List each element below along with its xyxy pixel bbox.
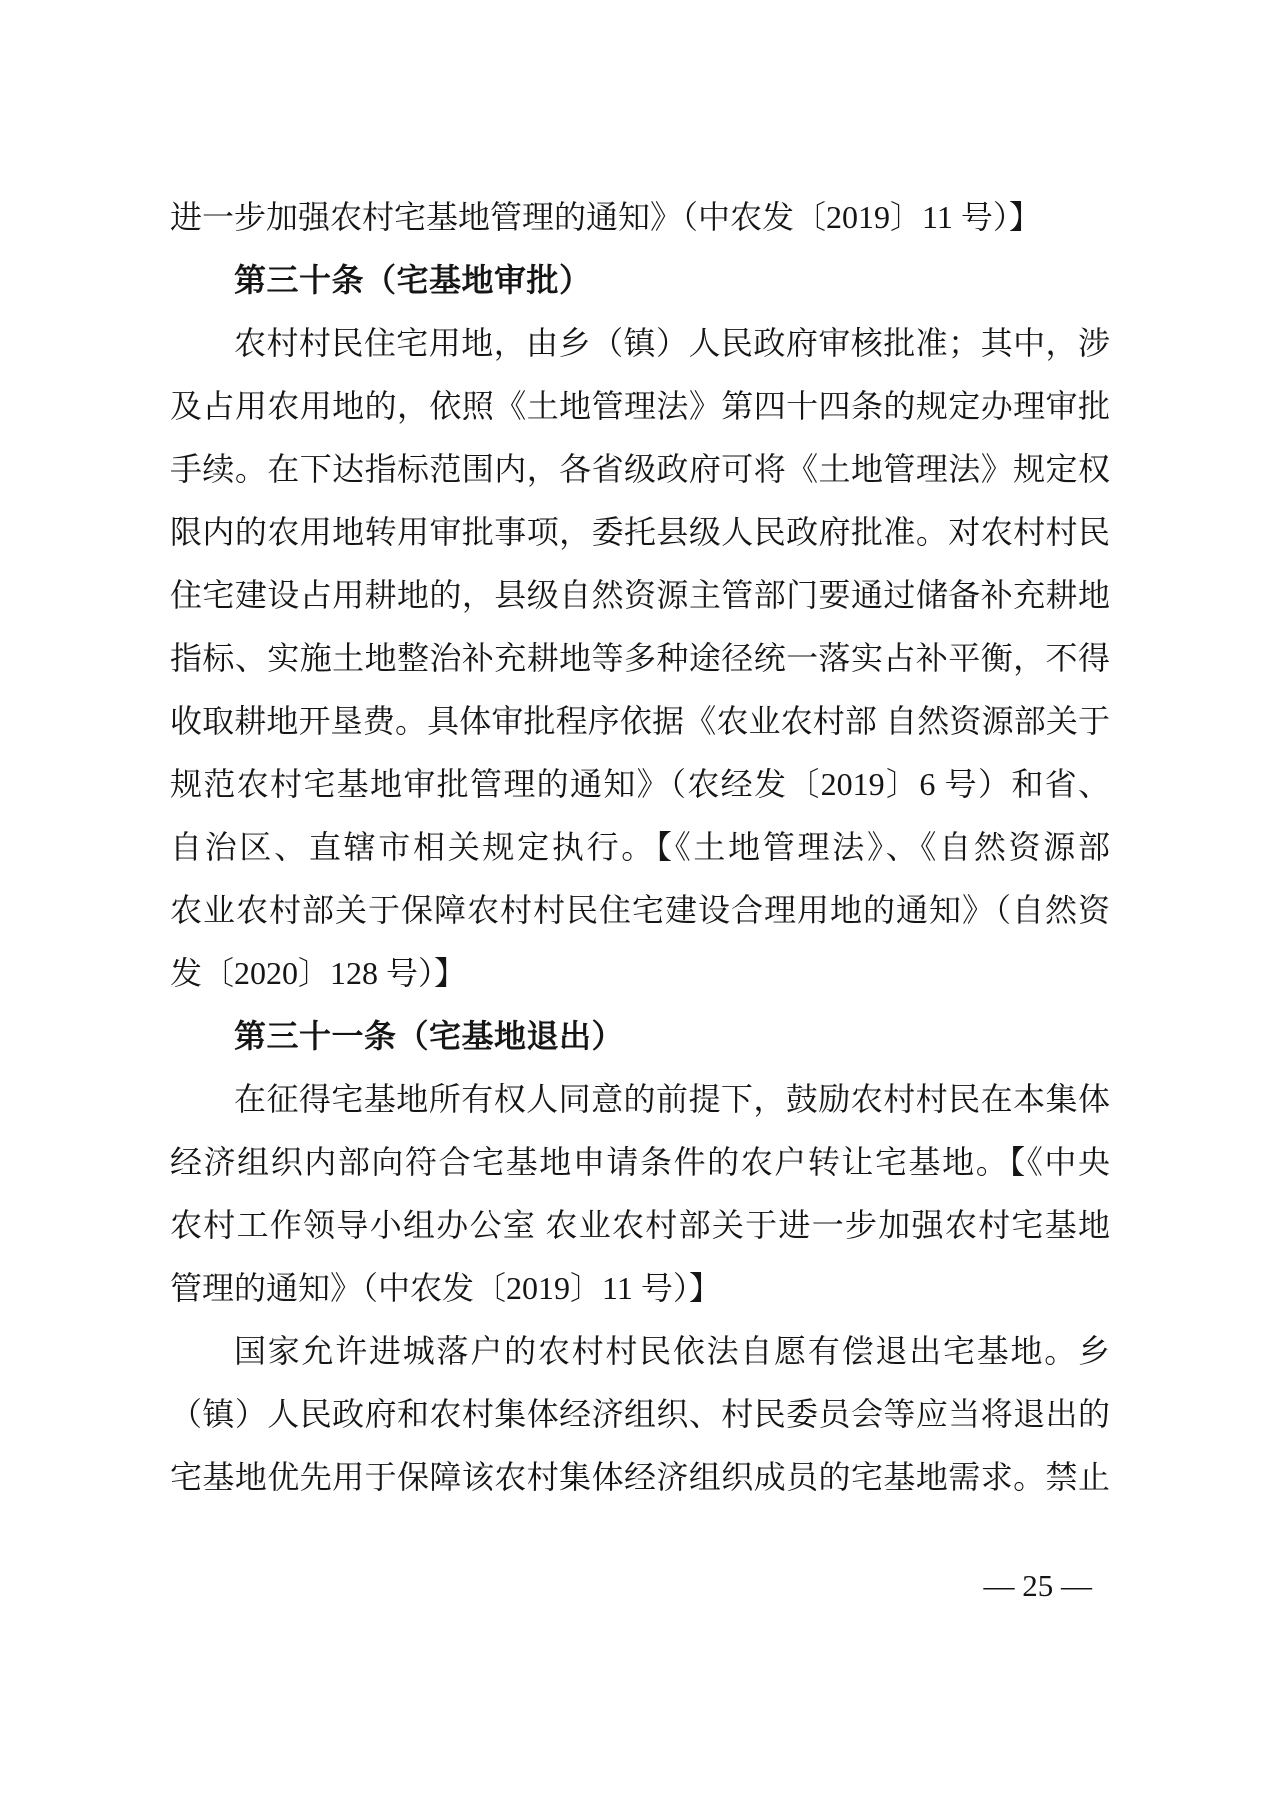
text-line: 在征得宅基地所有权人同意的前提下，鼓励农村村民在本集体 (234, 1081, 1110, 1117)
text-line: 农业农村部关于保障农村村民住宅建设合理用地的通知》（自然资 (170, 892, 1110, 928)
text-line: 农村村民住宅用地，由乡（镇）人民政府审核批准；其中，涉 (234, 325, 1110, 361)
text-line: 管理的通知》（中农发〔2019〕11 号）】 (170, 1270, 721, 1306)
text-line: 收取耕地开垦费。具体审批程序依据《农业农村部 自然资源部关于 (170, 703, 1110, 739)
text-line: 发〔2020〕128 号）】 (170, 955, 467, 991)
text-line: 进一步加强农村宅基地管理的通知》（中农发〔2019〕11 号）】 (170, 199, 1041, 235)
text-line: 国家允许进城落户的农村村民依法自愿有偿退出宅基地。乡 (234, 1333, 1110, 1369)
page-number: — 25 — (983, 1568, 1092, 1603)
text-line: 指标、实施土地整治补充耕地等多种途径统一落实占补平衡，不得 (170, 640, 1110, 676)
text-line: 自治区、直辖市相关规定执行。【《土地管理法》、《自然资源部 (170, 829, 1110, 865)
text-line: 宅基地优先用于保障该农村集体经济组织成员的宅基地需求。禁止 (170, 1459, 1110, 1495)
text-line: 手续。在下达指标范围内，各省级政府可将《土地管理法》规定权 (170, 451, 1110, 487)
text-line: 住宅建设占用耕地的，县级自然资源主管部门要通过储备补充耕地 (170, 577, 1110, 613)
text-line: 规范农村宅基地审批管理的通知》（农经发〔2019〕6 号）和省、 (170, 766, 1110, 802)
text-line: 经济组织内部向符合宅基地申请条件的农户转让宅基地。【《中央 (170, 1144, 1110, 1180)
text-line: 限内的农用地转用审批事项，委托县级人民政府批准。对农村村民 (170, 514, 1110, 550)
text-line: 及占用农用地的，依照《土地管理法》第四十四条的规定办理审批 (170, 388, 1110, 424)
article-heading: 第三十一条（宅基地退出） (234, 1018, 625, 1054)
text-line: （镇）人民政府和农村集体经济组织、村民委员会等应当将退出的 (170, 1396, 1110, 1432)
article-heading: 第三十条（宅基地审批） (234, 262, 592, 298)
text-line: 农村工作领导小组办公室 农业农村部关于进一步加强农村宅基地 (170, 1207, 1110, 1243)
document-body (170, 186, 1110, 1509)
